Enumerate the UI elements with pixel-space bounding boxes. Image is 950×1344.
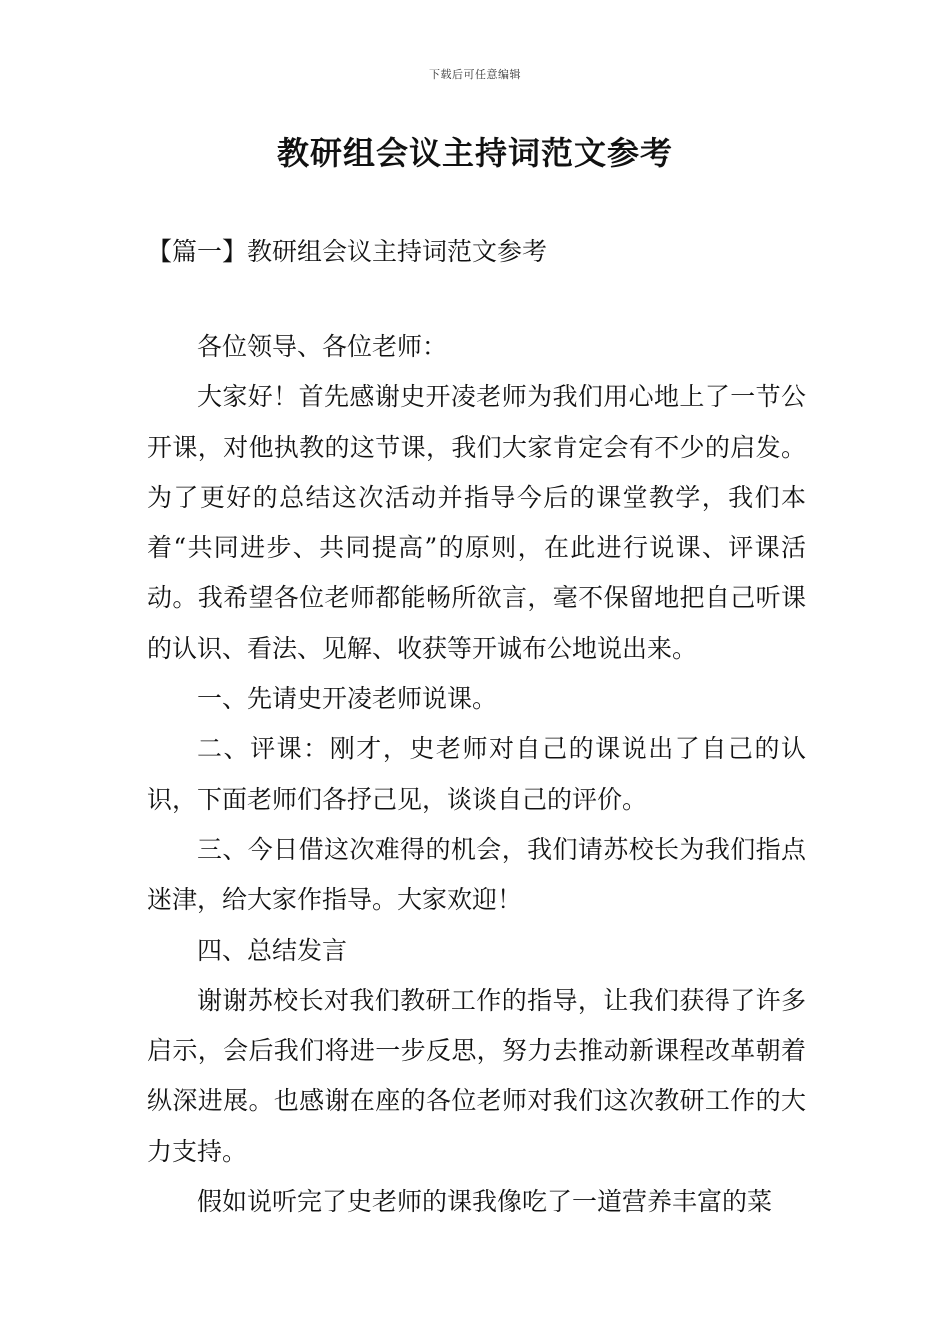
paragraph-item-2: 二、评课：刚才，史老师对自己的课说出了自己的认识，下面老师们各抒己见，谈谈自己的评价。 xyxy=(147,734,806,814)
paragraph-salutation: 各位领导、各位老师： xyxy=(197,332,448,361)
document-title: 教研组会议主持词范文参考 xyxy=(276,134,673,172)
document-body xyxy=(147,322,806,1227)
paragraph-opening: 大家好！首先感谢史开凌老师为我们用心地上了一节公开课，对他执教的这节课，我们大家肯定会有不少的启发。为了更好的总结这次活动并指导今后的课堂教学，我们本着“共同进步、共同提高”的原则，在此进行说课、评课活动。我希望各位老师都能畅所欲言，毫不保留地把自己听课的认识、看法、见解、收获等开诚布公地说出来。 xyxy=(147,382,806,663)
paragraph-item-3: 三、今日借这次难得的机会，我们请苏校长为我们指点迷津，给大家作指导。大家欢迎！ xyxy=(147,834,806,915)
paragraph-item-1: 一、先请史开凌老师说课。 xyxy=(197,684,498,714)
header-note: 下载后可任意编辑 xyxy=(429,68,521,81)
section-heading: 【篇一】教研组会议主持词范文参考 xyxy=(147,237,548,266)
paragraph-continued: 假如说听完了史老师的课我像吃了一道营养丰富的菜 xyxy=(197,1187,773,1217)
paragraph-closing: 谢谢苏校长对我们教研工作的指导，让我们获得了许多启示，会后我们将进一步反思，努力去推动新课程改革朝着纵深进展。也感谢在座的各位老师对我们这次教研工作的大力支持。 xyxy=(147,985,806,1166)
paragraph-item-4: 四、总结发言 xyxy=(197,935,348,965)
